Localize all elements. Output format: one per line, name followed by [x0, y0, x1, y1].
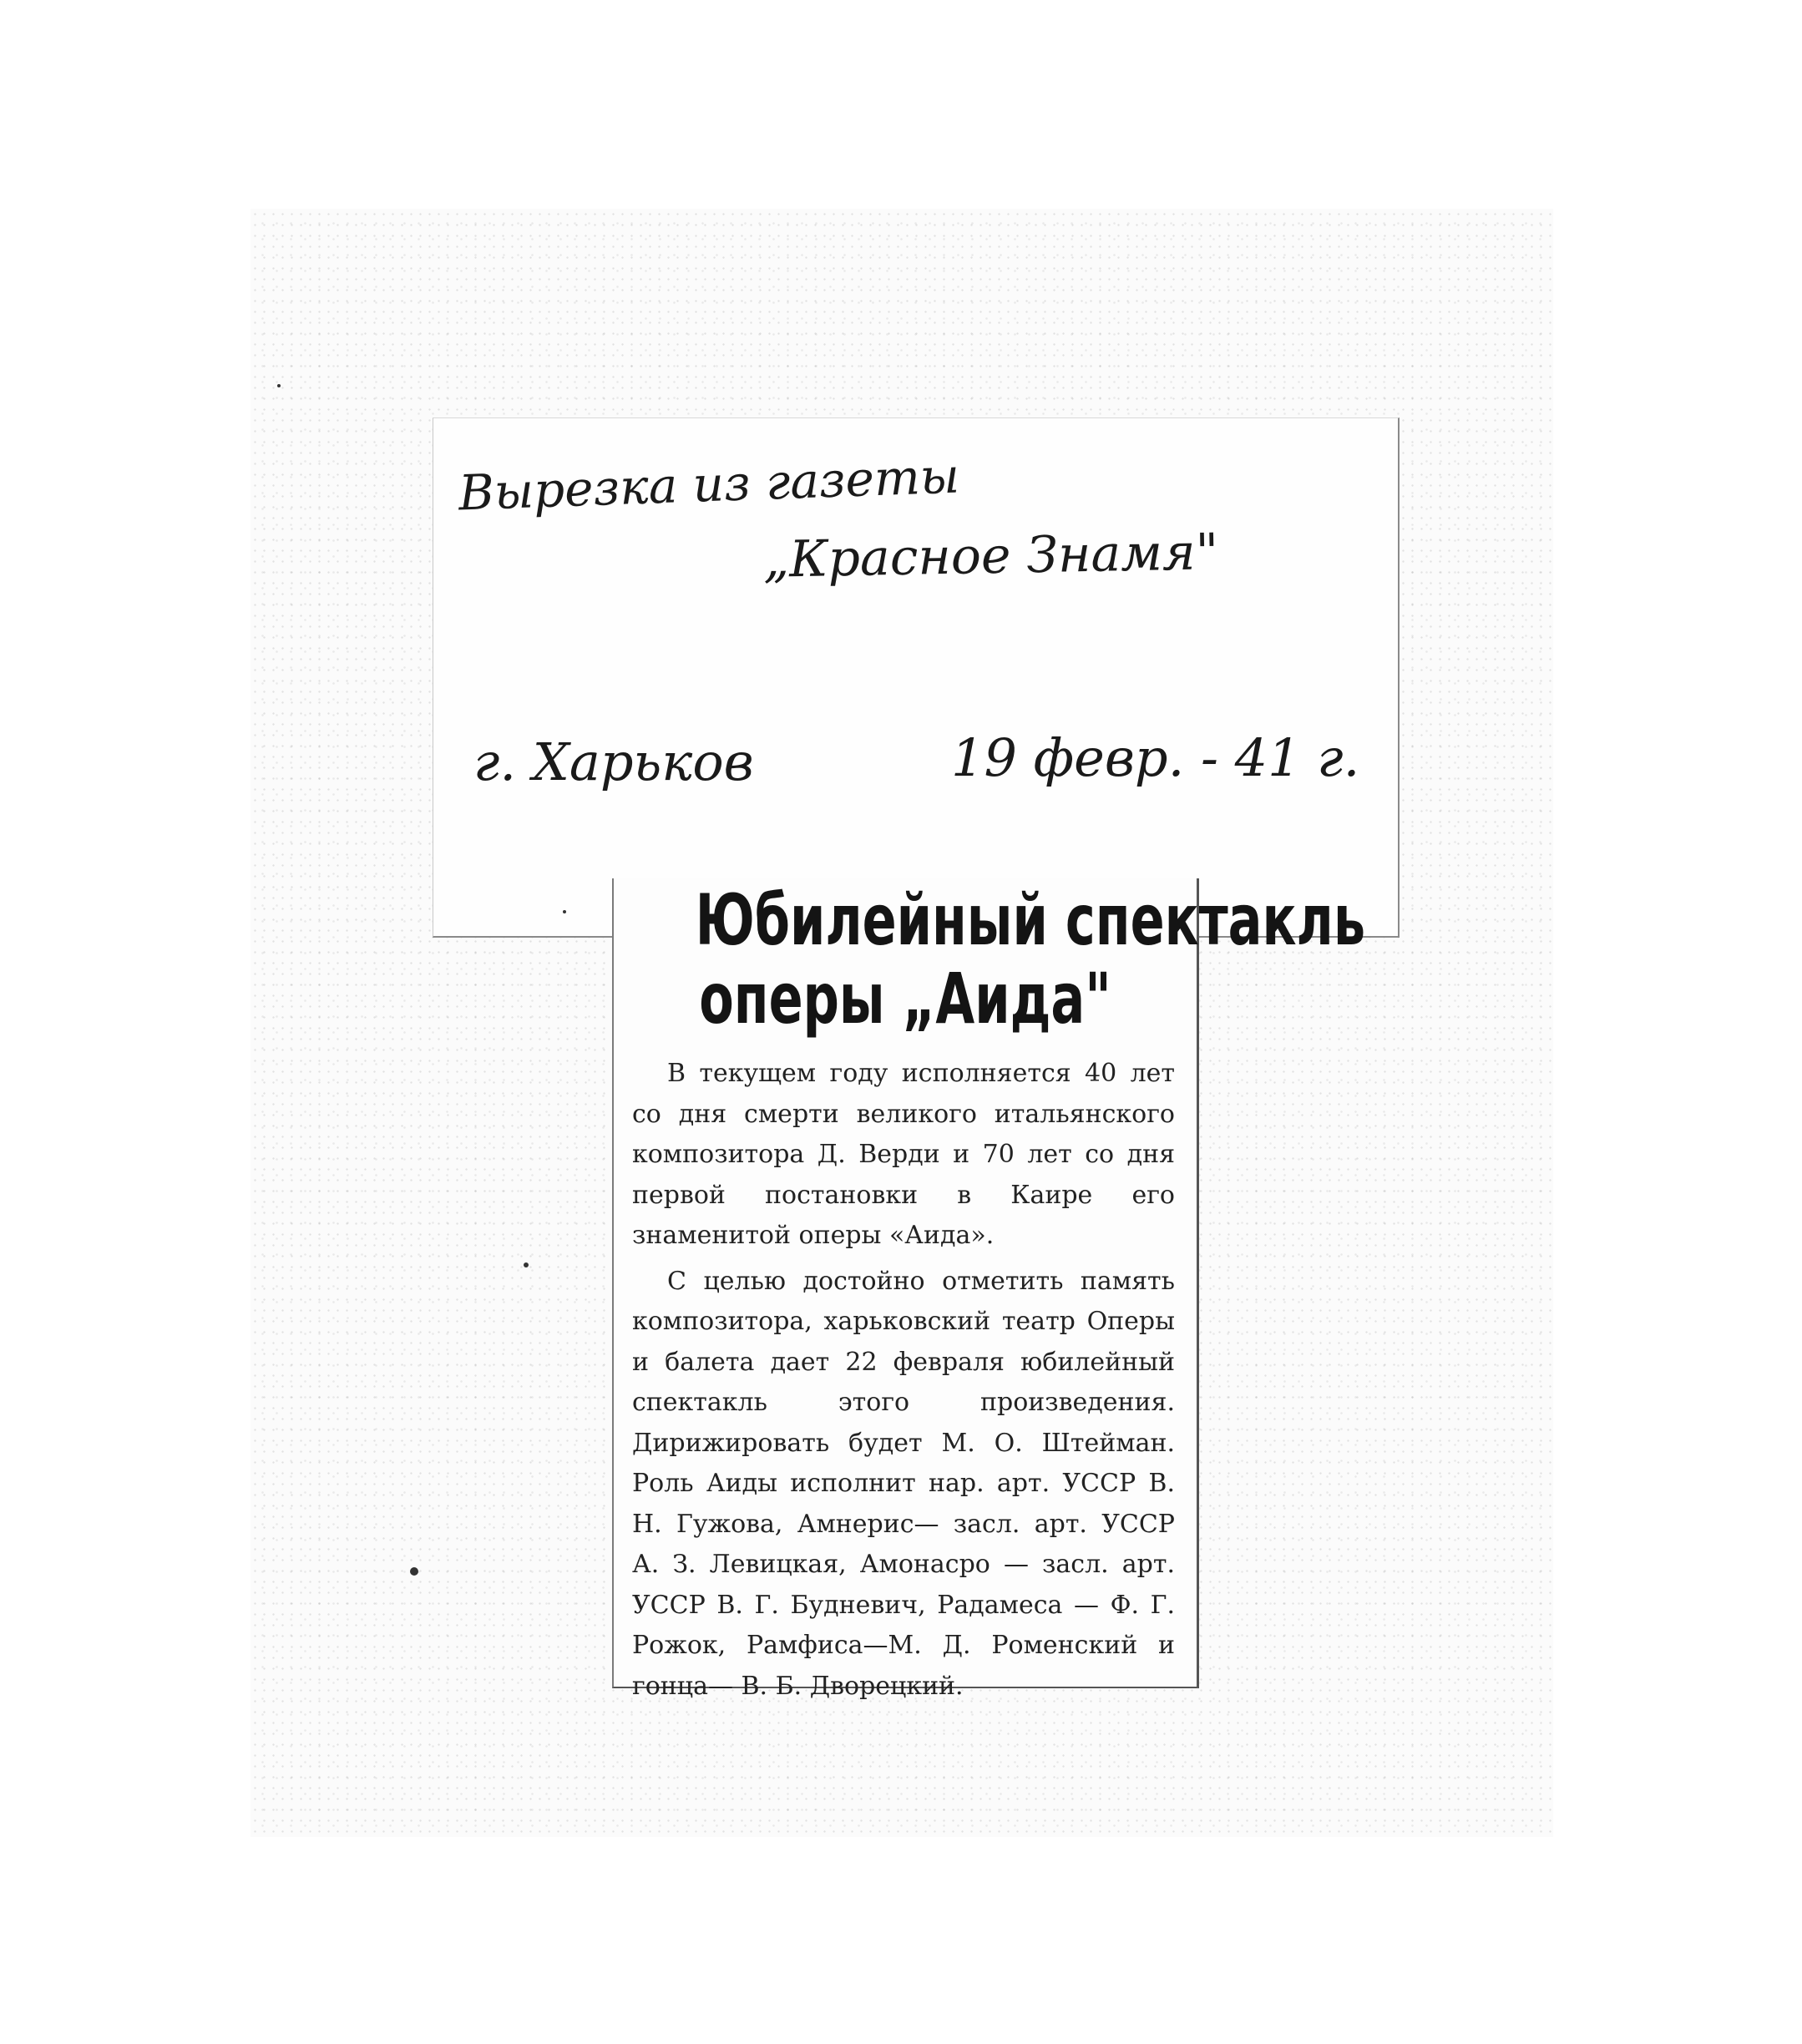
- scan-speck: [563, 910, 566, 913]
- headline-line-1: Юбилейный спектакль: [695, 879, 1366, 961]
- article-paragraph-1: В текущем году исполняется 40 лет со дня смерти великого итальянского композитора Д. Верди и 70 лет со дня первой постановки в Каире его знаменитой оперы «Аида».: [632, 1059, 1175, 1250]
- article-headline: [614, 878, 1366, 1040]
- handwritten-note-card: [433, 417, 1400, 938]
- note-date: 19 февр. - 41 г.: [951, 727, 1360, 788]
- scan-speck: [524, 1262, 529, 1267]
- headline-line-2: оперы „Аида": [699, 958, 1111, 1040]
- scan-speck: [277, 384, 281, 387]
- note-source-line: Вырезка из газеты: [457, 447, 961, 522]
- article-paragraph-2: С целью достойно отметить память композитора, харьковский театр Оперы и балета дает 22 февраля юбилейный спектакль этого произведения. Дирижировать будет М. О. Штейман. Роль Аиды исполнит нар. арт. УССР В. Н. Гужова, Амнерис— засл. арт. УССР А. З. Левицкая, Амонасро — засл. арт. УССР В. Г. Будневич, Радамеса — Ф. Г. Рожок, Рамфиса—М. Д. Роменский и гонца— В. Б. Дворецкий.: [632, 1266, 1175, 1701]
- note-newspaper-name: „Красное Знамя": [762, 523, 1219, 589]
- newspaper-clipping: [612, 878, 1366, 1701]
- scan-speck: [410, 1567, 418, 1576]
- note-city: г. Харьков: [473, 731, 754, 792]
- article-body: [632, 1054, 1175, 1707]
